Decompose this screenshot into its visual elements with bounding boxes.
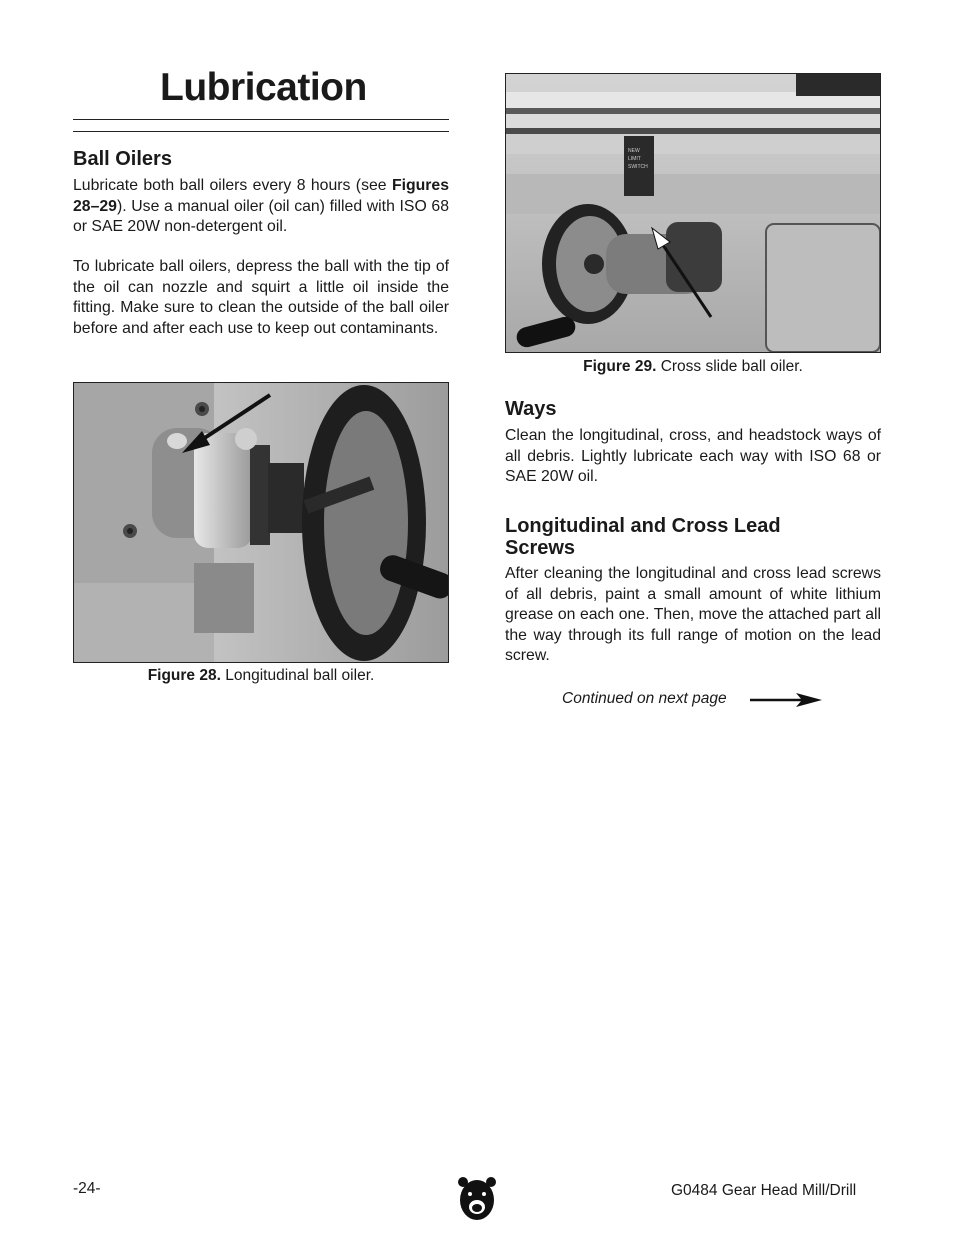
ball-oilers-p1-pre: Lubricate both ball oilers every 8 hours (see [73,177,392,194]
lead-screws-heading-line-1: Longitudinal and Cross Lead [505,515,781,537]
ball-oilers-paragraph-1 [73,176,449,238]
footer-model-name: G0484 Gear Head Mill/Drill [671,1182,857,1199]
right-arrow-icon [750,691,824,709]
figure-29-label: Figure 29. [583,358,657,375]
page-number: -24- [73,1180,101,1197]
lead-screws-paragraph: After cleaning the longitudinal and cross lead screws of all debris, paint a small amount of white lithium grease on each one. Then, move the attached part all the way through its full range of motion on the lead screw. [505,565,881,664]
ball-oilers-heading: Ball Oilers [73,148,172,170]
svg-text:SWITCH: SWITCH [628,164,648,170]
title-rule-top [73,119,449,120]
ways-heading: Ways [505,398,557,420]
ball-oilers-paragraph-2: To lubricate ball oilers, depress the ball with the tip of the oil can nozzle and squirt a little oil inside the fitting. Make sure to clean the outside of the ball oiler before and after each use to keep out contaminants. [73,258,449,337]
longitudinal-ball-oiler-photo [74,383,448,662]
cross-slide-ball-oiler-photo [506,74,880,352]
figure-28-caption-text: Longitudinal ball oiler. [225,667,375,684]
lead-screws-heading [505,515,781,559]
figure-29-caption-text: Cross slide ball oiler. [660,358,803,375]
svg-text:LIMIT: LIMIT [628,156,641,162]
ball-oilers-p1-post: ). Use a manual oiler (oil can) filled with ISO 68 or SAE 20W non-detergent oil. [73,197,449,235]
figure-28-caption [73,667,449,685]
figure-29-caption [505,358,881,376]
bear-logo-icon [458,1174,496,1222]
figure-28-label: Figure 28. [147,667,221,684]
lead-screws-heading-line-2: Screws [505,537,576,559]
figure-reference: Figures 28–29 [73,177,449,215]
ways-paragraph: Clean the longitudinal, cross, and headstock ways of all debris. Lightly lubricate each way with ISO 68 or SAE 20W oil. [505,427,881,485]
svg-text:NEW: NEW [628,148,640,154]
page-title: Lubrication [160,66,367,109]
continued-on-next-page: Continued on next page [562,690,727,707]
figure-28-image [73,382,449,663]
figure-29-image [505,73,881,353]
title-rule-bottom [73,131,449,132]
